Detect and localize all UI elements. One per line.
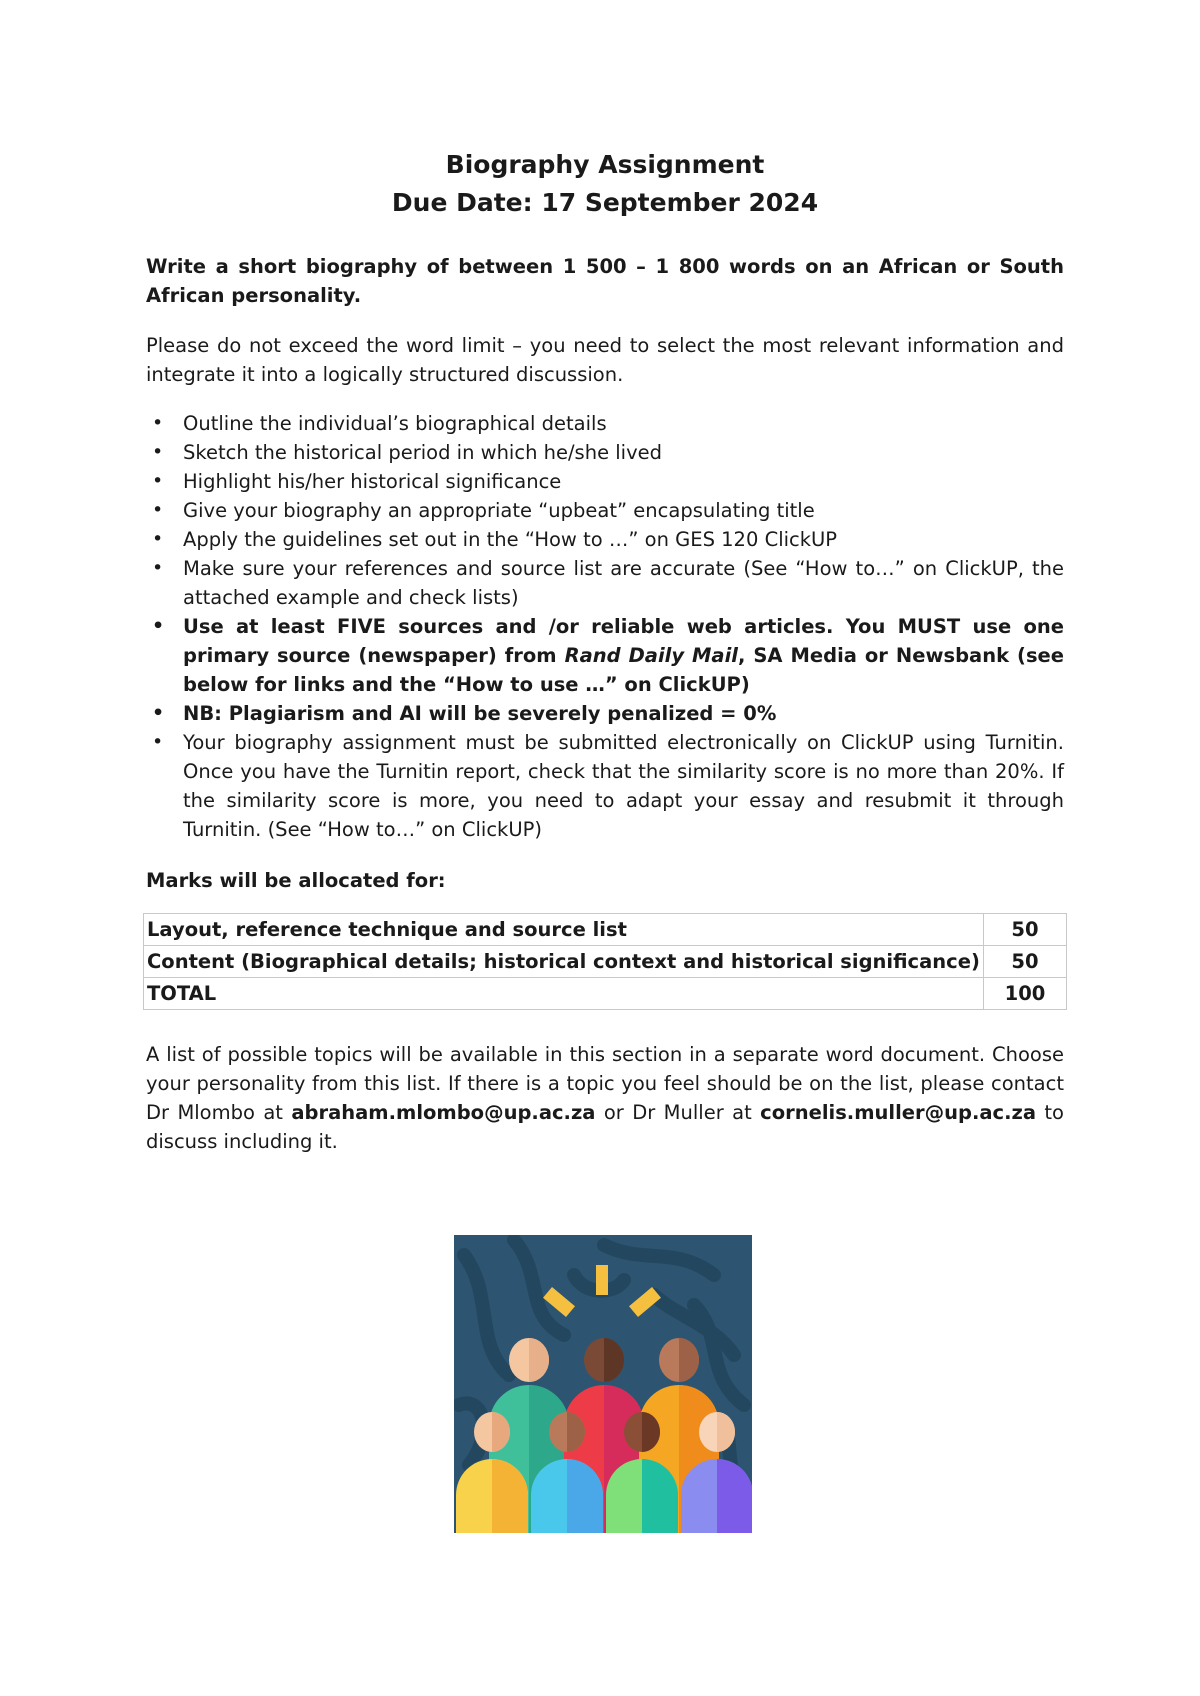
email-link-mlombo[interactable]: abraham.mlombo@up.ac.za (291, 1101, 596, 1124)
table-cell-value: 50 (984, 914, 1067, 946)
table-row (144, 978, 1067, 1010)
list-item: • Give your biography an appropriate “upbeat” encapsulating title (146, 496, 1064, 525)
title-block (146, 146, 1064, 222)
table-cell-label: Content (Biographical details; historical context and historical significance) (144, 946, 984, 978)
list-item: • Make sure your references and source list are accurate (See “How to…” on ClickUP, the attached example and check lists) (146, 554, 1064, 612)
intro-instruction: Write a short biography of between 1 500 – 1 800 words on an African or South African personality. (146, 255, 1064, 307)
bullet-icon: • (152, 702, 165, 724)
bullet-icon: • (152, 615, 165, 637)
bullet-icon: • (152, 441, 164, 463)
document-page (146, 146, 1064, 1176)
bullet-icon: • (152, 412, 164, 434)
table-row (144, 914, 1067, 946)
topics-paragraph: A list of possible topics will be available in this section in a separate word document. Choose your personality from this list. If there is a topic you feel should be on the list, please contact Dr Mlombo at abraham.mlombo@up.ac.za or Dr Muller at cornelis.muller@up.ac.za to discuss including it. (146, 1043, 1064, 1153)
table-cell-value: 50 (984, 946, 1067, 978)
bullet-icon: • (152, 528, 164, 550)
bullet-icon: • (152, 470, 164, 492)
list-item: • Highlight his/her historical significance (146, 467, 1064, 496)
list-item: • Sketch the historical period in which he/she lived (146, 438, 1064, 467)
instructions-list (146, 409, 1064, 844)
list-item: • Outline the individual’s biographical details (146, 409, 1064, 438)
page-title: Biography Assignment (445, 150, 765, 179)
list-item: • Your biography assignment must be submitted electronically on ClickUP using Turnitin. Once you have the Turnitin report, check that the similarity score is no more than 20%. If the similarity score is more, you need to adapt your essay and resubmit it through Turnitin. (See “How to…” on ClickUP) (146, 728, 1064, 844)
marks-table (143, 913, 1067, 1010)
email-link-muller[interactable]: cornelis.muller@up.ac.za (760, 1101, 1036, 1124)
table-cell-label: TOTAL (144, 978, 984, 1010)
people-group-icon (454, 1235, 752, 1533)
bullet-icon: • (152, 557, 164, 579)
table-row (144, 946, 1067, 978)
list-item: • Use at least FIVE sources and /or reliable web articles. You MUST use one primary source (newspaper) from Rand Daily Mail, SA Media or Newsbank (see below for links and the “How to use …” on ClickUP) (146, 612, 1064, 699)
list-item: • Apply the guidelines set out in the “How to …” on GES 120 ClickUP (146, 525, 1064, 554)
table-cell-value: 100 (984, 978, 1067, 1010)
bullet-icon: • (152, 731, 164, 753)
table-cell-label: Layout, reference technique and source list (144, 914, 984, 946)
newspaper-name: Rand Daily Mail (564, 644, 738, 667)
due-date: Due Date: 17 September 2024 (391, 188, 819, 217)
word-limit-note: Please do not exceed the word limit – you need to select the most relevant information and integrate it into a logically structured discussion. (146, 334, 1064, 386)
bullet-icon: • (152, 499, 164, 521)
marks-heading: Marks will be allocated for: (146, 869, 446, 892)
list-item: • NB: Plagiarism and AI will be severely penalized = 0% (146, 699, 1064, 728)
